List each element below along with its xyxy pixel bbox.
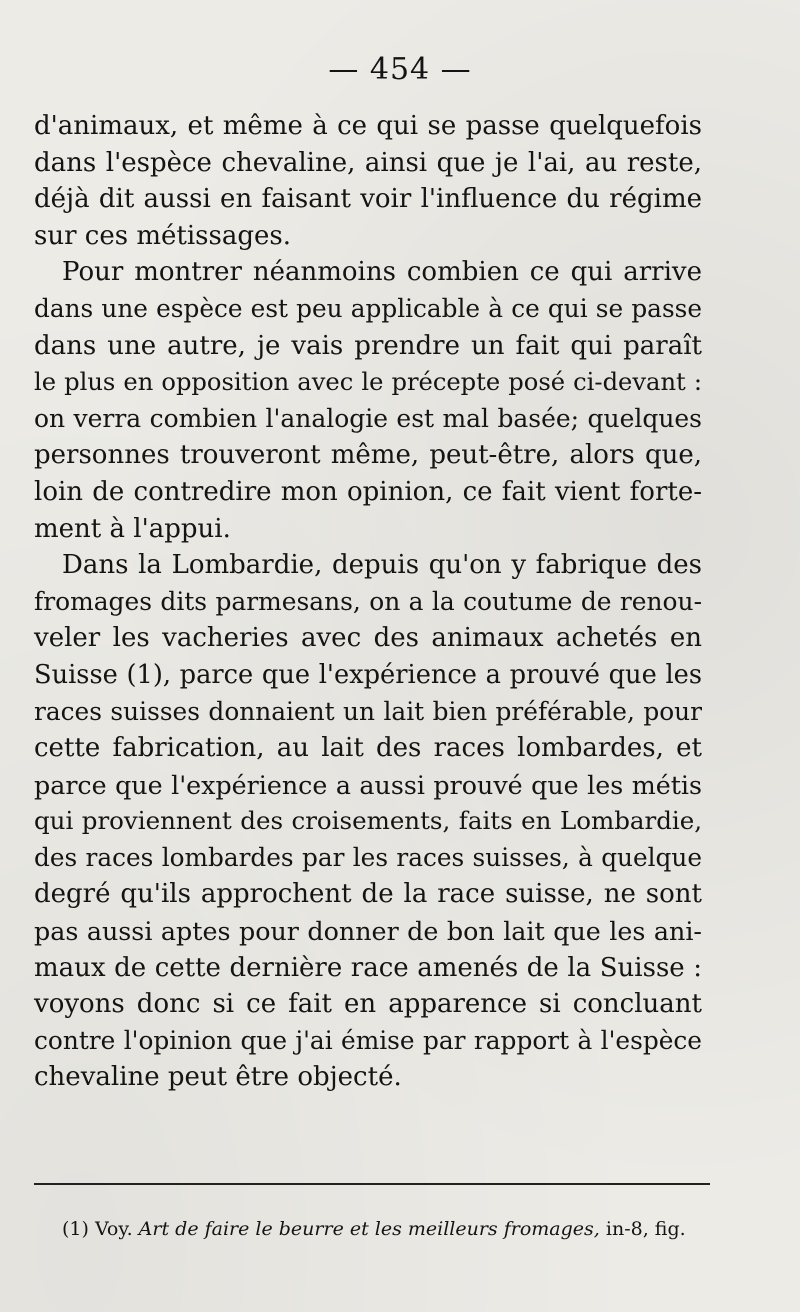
footnote-details: in-8, fig. <box>605 1218 686 1240</box>
text-line: des races lombardes par les races suisses, à quelque <box>34 842 702 872</box>
text-line: dans une espèce est peu applicable à ce qui se passe <box>34 293 702 323</box>
footnote <box>62 1218 722 1240</box>
text-line: qui proviennent des croisements, faits en Lombardie, <box>34 806 702 836</box>
paragraph-start-line: Dans la Lombardie, depuis qu'on y fabrique des <box>62 550 702 581</box>
text-line: dans une autre, je vais prendre un fait qui paraît <box>34 330 702 361</box>
text-line: pas aussi aptes pour donner de bon lait que les ani- <box>34 916 702 947</box>
page-number: — 454 — <box>328 52 472 87</box>
text-line: parce que l'expérience a aussi prouvé que les métis <box>34 769 702 800</box>
text-line: fromages dits parmesans, on a la coutume de renou- <box>34 586 702 616</box>
footnote-title: Art de faire le beurre et les meilleurs fromages, <box>138 1218 600 1240</box>
body-text <box>34 108 702 1096</box>
text-line: races suisses donnaient un lait bien préférable, pour <box>34 696 702 726</box>
text-line: déjà dit aussi en faisant voir l'influence du régime <box>34 184 702 215</box>
text-line: on verra combien l'analogie est mal basée; quelques <box>34 403 702 433</box>
text-line: voyons donc si ce fait en apparence si concluant <box>34 989 702 1020</box>
paragraph-start-line: Pour montrer néanmoins combien ce qui arrive <box>62 257 702 288</box>
text-line: dans l'espèce chevaline, ainsi que je l'ai, au reste, <box>34 147 702 178</box>
text-line: sur ces métissages. <box>34 220 291 251</box>
text-line: d'animaux, et même à ce qui se passe quelquefois <box>34 111 702 141</box>
text-line: ment à l'appui. <box>34 513 231 544</box>
text-line: Suisse (1), parce que l'expérience a prouvé que les <box>34 659 702 690</box>
text-line: loin de contredire mon opinion, ce fait vient forte- <box>34 476 702 507</box>
footnote-divider <box>34 1183 710 1185</box>
text-line: cette fabrication, au lait des races lombardes, et <box>34 733 702 764</box>
text-line: maux de cette dernière race amenés de la Suisse : <box>34 952 702 983</box>
text-line: contre l'opinion que j'ai émise par rapport à l'espèce <box>34 1025 702 1055</box>
text-line: le plus en opposition avec le précepte posé ci-devant : <box>34 368 702 397</box>
text-line: veler les vacheries avec des animaux achetés en <box>34 623 702 654</box>
text-line: chevaline peut être objecté. <box>34 1062 402 1093</box>
footnote-marker: (1) Voy. <box>62 1218 133 1240</box>
text-line: degré qu'ils approchent de la race suisse, ne sont <box>34 879 702 910</box>
text-line: personnes trouveront même, peut-être, alors que, <box>34 440 702 471</box>
